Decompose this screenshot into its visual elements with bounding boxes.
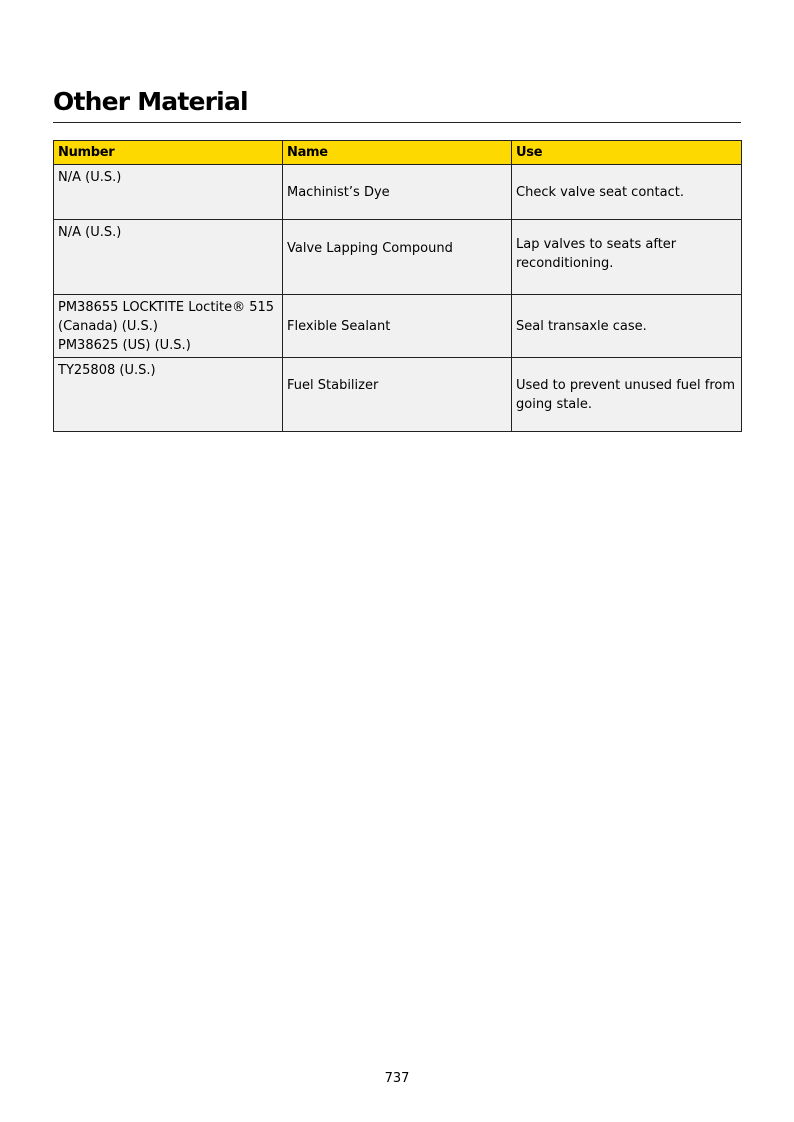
page-title: Other Material (53, 87, 248, 116)
number-cell (54, 165, 283, 220)
number-cell (54, 295, 283, 358)
materials-table (53, 140, 742, 432)
table-row (54, 220, 742, 295)
table-row (54, 165, 742, 220)
part-number: TY25808 (U.S.) (58, 363, 156, 378)
column-header-use: Use (512, 141, 742, 165)
number-cell (54, 358, 283, 432)
name-text: Fuel Stabilizer (287, 378, 379, 393)
name-cell: Flexible Sealant (283, 295, 512, 358)
name-cell: Machinist’s Dye (283, 165, 512, 220)
table-row (54, 295, 742, 358)
table-header-row (54, 141, 742, 165)
use-cell (512, 358, 742, 432)
table-row (54, 358, 742, 432)
use-cell: Check valve seat contact. (512, 165, 742, 220)
number-cell (54, 220, 283, 295)
name-text: Valve Lapping Compound (287, 240, 453, 256)
part-number: N/A (U.S.) (58, 170, 122, 185)
title-divider (53, 122, 741, 123)
name-cell (283, 358, 512, 432)
column-header-name: Name (283, 141, 512, 165)
name-cell (283, 220, 512, 295)
part-number: PM38625 (US) (U.S.) (58, 338, 191, 353)
use-text: Used to prevent unused fuel from going stale. (516, 378, 736, 412)
part-number: N/A (U.S.) (58, 225, 122, 240)
use-text: Lap valves to seats after reconditioning. (516, 236, 677, 271)
column-header-number: Number (54, 141, 283, 165)
page-number: 737 (384, 1071, 410, 1086)
part-number: PM38655 LOCKTITE Loctite® 515 (Canada) (U.S.) (58, 300, 275, 334)
use-cell (512, 220, 742, 295)
use-cell: Seal transaxle case. (512, 295, 742, 358)
